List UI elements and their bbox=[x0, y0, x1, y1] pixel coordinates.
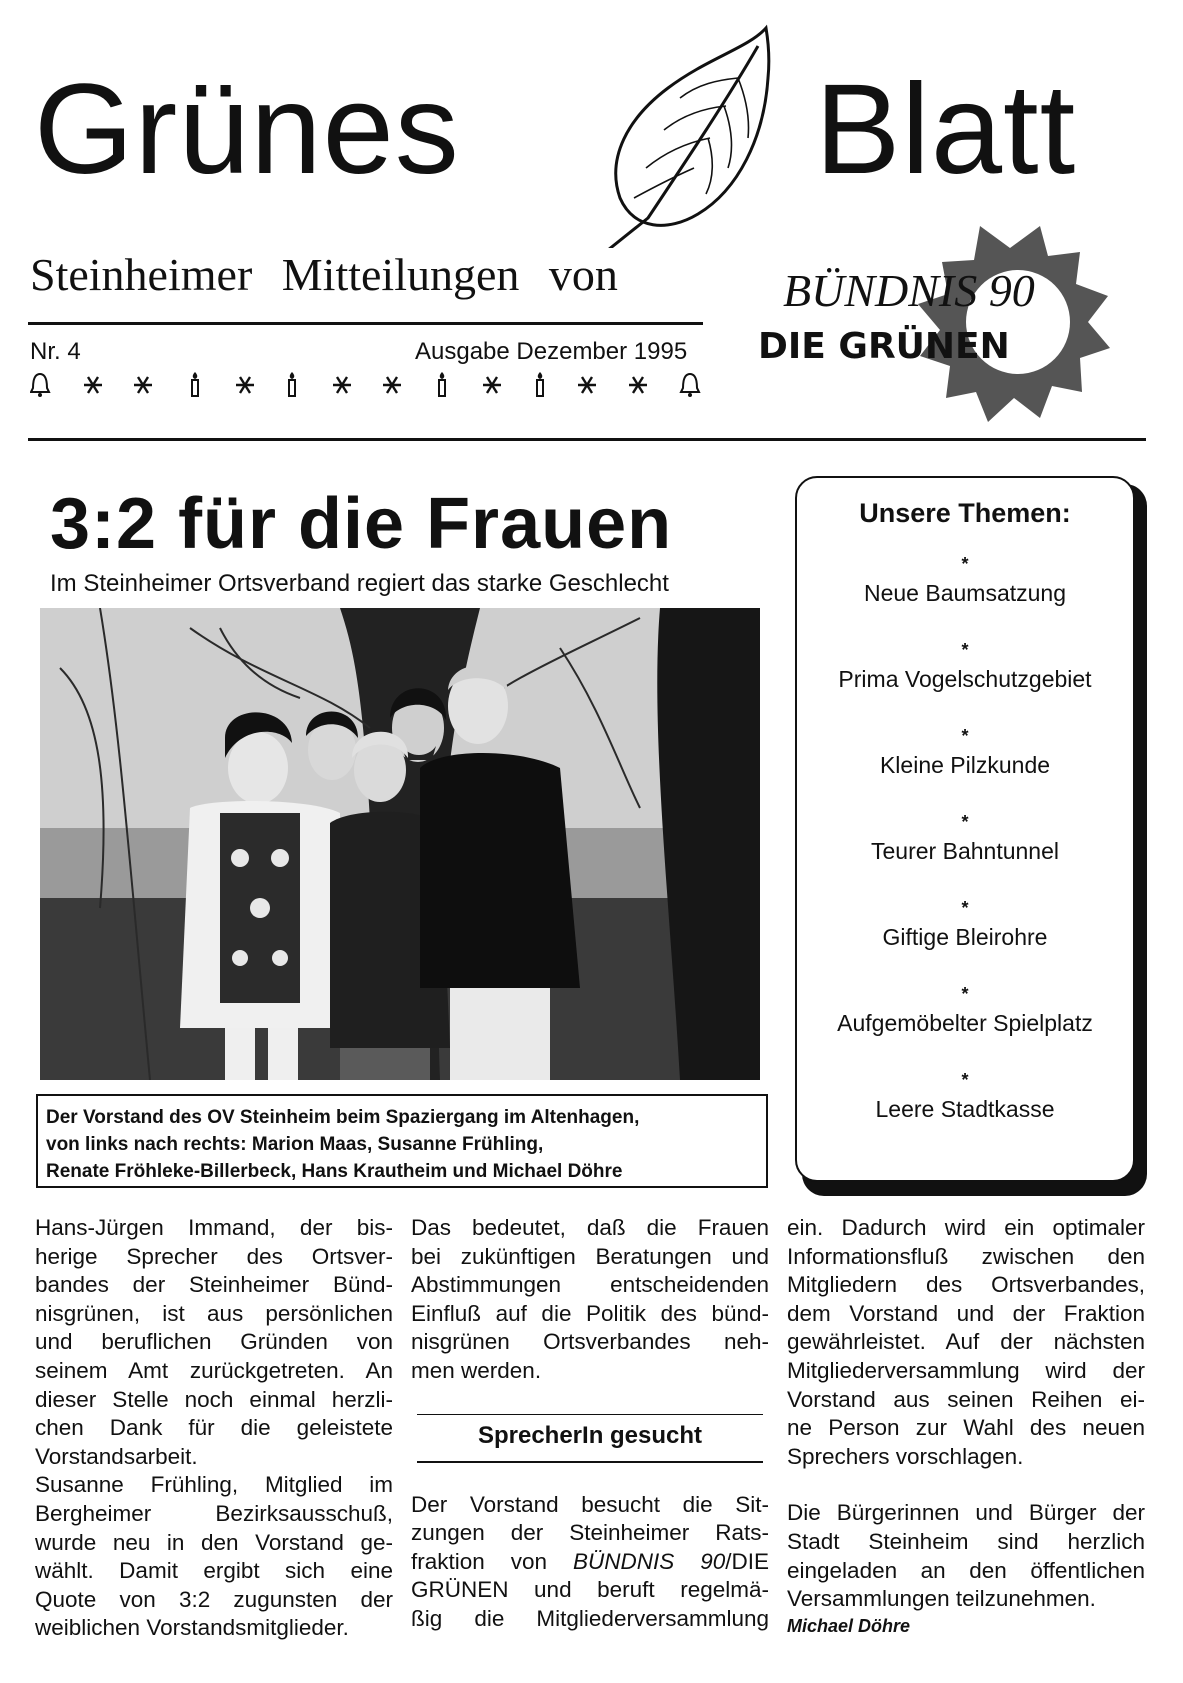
candle-icon bbox=[537, 372, 543, 396]
theme-item bbox=[797, 554, 1133, 640]
text-line: Das bedeutet, daß die Frauen bbox=[411, 1215, 769, 1240]
text-line: ein. Dadurch wird ein optimaler bbox=[787, 1215, 1145, 1240]
text-line: GRÜNEN und beruft regelmä- bbox=[411, 1577, 769, 1603]
text-line: nisgrünen Ortsverbandes neh- bbox=[411, 1329, 769, 1355]
theme-label: Kleine Pilzkunde bbox=[879, 752, 1051, 778]
party-logo bbox=[755, 218, 1135, 428]
text-line: Bergheimer Bezirksausschuß, bbox=[35, 1500, 393, 1526]
text-line: dieser Stelle noch einmal herzli- bbox=[35, 1386, 393, 1412]
caption-line: Renate Fröhleke-Billerbeck, Hans Krautheim und Michael Döhre bbox=[46, 1161, 623, 1182]
theme-item bbox=[797, 984, 1133, 1070]
issue-date: Ausgabe Dezember 1995 bbox=[415, 338, 688, 365]
theme-label: Giftige Bleirohre bbox=[882, 924, 1048, 950]
bullet-star: * bbox=[961, 554, 969, 574]
text-line: Sprechers vorschlagen. bbox=[787, 1443, 1024, 1469]
bullet-star: * bbox=[961, 898, 969, 918]
snowflake-icon bbox=[578, 377, 596, 393]
text-line: seinem Amt zurückgetreten. An bbox=[35, 1357, 393, 1383]
text-line: ne Person zur Wahl des neuen bbox=[787, 1415, 1145, 1441]
theme-item bbox=[797, 812, 1133, 898]
candle-icon bbox=[289, 372, 295, 396]
logo-line1: BÜNDNIS 90 bbox=[783, 265, 1035, 316]
caption-line: Der Vorstand des OV Steinheim beim Spaziergang im Altenhagen, bbox=[46, 1107, 640, 1128]
text-line: chen Dank für die geleistete bbox=[35, 1415, 393, 1441]
theme-label: Teurer Bahntunnel bbox=[871, 838, 1059, 864]
text-line: bei zukünftigen Beratungen und bbox=[411, 1243, 769, 1269]
theme-label: Neue Baumsatzung bbox=[863, 580, 1066, 606]
header-divider bbox=[28, 438, 1146, 441]
theme-label: Aufgemöbelter Spielplatz bbox=[837, 1010, 1093, 1036]
text-line: Hans-Jürgen Immand, der bis- bbox=[35, 1215, 393, 1240]
bullet-star: * bbox=[961, 984, 969, 1004]
text-line: Einfluß auf die Politik des bünd- bbox=[411, 1300, 769, 1326]
author-signature: Michael Döhre bbox=[787, 1615, 911, 1636]
text-line: Vorstandsarbeit. bbox=[35, 1443, 198, 1469]
spacer bbox=[787, 1471, 1145, 1499]
bell-icon bbox=[31, 374, 49, 397]
theme-label: Leere Stadtkasse bbox=[875, 1096, 1055, 1122]
text-line: nisgrünen, ist aus persönlichen bbox=[35, 1300, 393, 1326]
logo-line2: DIE GRÜNEN bbox=[758, 326, 1010, 367]
masthead-rule bbox=[28, 322, 703, 325]
article-column-2 bbox=[411, 1214, 769, 1634]
bullet-star: * bbox=[961, 1070, 969, 1090]
snowflake-icon bbox=[236, 377, 254, 393]
subhead-block bbox=[411, 1414, 769, 1463]
group-photo bbox=[40, 608, 760, 1080]
text-line: herige Sprecher des Ortsver- bbox=[35, 1243, 393, 1269]
bell-icon bbox=[681, 374, 699, 397]
article-column-3 bbox=[787, 1214, 1145, 1638]
candle-icon bbox=[192, 372, 198, 396]
text-fragment: fraktion von bbox=[411, 1548, 573, 1574]
caption-line: von links nach rechts: Marion Maas, Susanne Frühling, bbox=[46, 1134, 544, 1155]
theme-item bbox=[797, 726, 1133, 812]
text-line: Susanne Frühling, Mitglied im bbox=[35, 1472, 393, 1498]
leaf-icon bbox=[598, 18, 776, 248]
theme-item bbox=[797, 898, 1133, 984]
party-name-italic: BÜNDNIS 90 bbox=[572, 1548, 726, 1574]
text-line: Abstimmungen entscheidenden bbox=[411, 1272, 769, 1298]
theme-item bbox=[797, 1070, 1133, 1156]
snowflake-icon bbox=[333, 377, 351, 393]
sunflower-icon bbox=[918, 226, 1110, 422]
text-line: Informationsfluß zwischen den bbox=[787, 1243, 1145, 1269]
text-line: zungen der Steinheimer Rats- bbox=[411, 1520, 769, 1546]
candle-icon bbox=[439, 372, 445, 396]
text-line: Stadt Steinheim sind herzlich bbox=[787, 1528, 1145, 1554]
themes-list bbox=[797, 554, 1133, 1156]
text-line: weiblichen Vorstandsmitglieder. bbox=[35, 1615, 349, 1641]
text-line: wurde neu in den Vorstand ge- bbox=[35, 1529, 393, 1555]
text-line: men werden. bbox=[411, 1357, 542, 1383]
text-line: bandes der Steinheimer Bünd- bbox=[35, 1272, 393, 1298]
snowflake-icon bbox=[629, 377, 647, 393]
masthead-title-left: Grünes bbox=[34, 58, 460, 201]
snowflake-icon bbox=[383, 377, 401, 393]
text-line: Die Bürgerinnen und Bürger der bbox=[787, 1500, 1145, 1526]
text-line: Mitgliedern des Ortsverbandes, bbox=[787, 1272, 1145, 1298]
text-line: gewährleistet. Auf der nächsten bbox=[787, 1329, 1145, 1355]
text-line: ßig die Mitgliederversammlung bbox=[411, 1605, 769, 1631]
subhead: SprecherIn gesucht bbox=[477, 1422, 703, 1450]
article-deck: Im Steinheimer Ortsverband regiert das starke Geschlecht bbox=[50, 570, 669, 597]
masthead-subtitle: Steinheimer Mitteilungen von bbox=[30, 249, 618, 300]
masthead-title-right: Blatt bbox=[815, 58, 1077, 201]
text-line: dem Vorstand und der Fraktion bbox=[787, 1300, 1145, 1326]
snowflake-icon bbox=[483, 377, 501, 393]
text-line: eingeladen an den öffentlichen bbox=[787, 1557, 1145, 1583]
bullet-star: * bbox=[961, 640, 969, 660]
text-line: Quote von 3:2 zugunsten der bbox=[35, 1586, 393, 1612]
issue-number: Nr. 4 bbox=[30, 338, 81, 365]
themes-box bbox=[795, 476, 1135, 1182]
text-line: Mitgliederversammlung wird der bbox=[787, 1357, 1145, 1383]
text-line: Versammlungen teilzunehmen. bbox=[787, 1586, 1096, 1612]
text-line: wählt. Damit ergibt sich eine bbox=[35, 1558, 393, 1584]
article-column-1 bbox=[35, 1214, 393, 1643]
text-line: und beruflichen Gründen von bbox=[35, 1329, 393, 1355]
theme-item bbox=[797, 640, 1133, 726]
text-fragment: /DIE bbox=[725, 1548, 769, 1574]
text-line bbox=[411, 1548, 769, 1577]
spacer bbox=[411, 1463, 769, 1491]
decor-row bbox=[30, 370, 710, 400]
text-line: Der Vorstand besucht die Sit- bbox=[411, 1491, 769, 1517]
bullet-star: * bbox=[961, 812, 969, 832]
article-headline: 3:2 für die Frauen bbox=[50, 484, 673, 564]
snowflake-icon bbox=[134, 377, 152, 393]
themes-title: Unsere Themen: bbox=[859, 498, 1071, 528]
theme-label: Prima Vogelschutzgebiet bbox=[838, 666, 1092, 692]
snowflake-icon bbox=[84, 377, 102, 393]
photo-caption bbox=[36, 1094, 768, 1188]
bullet-star: * bbox=[961, 726, 969, 746]
text-line: Vorstand aus seinen Reihen ei- bbox=[787, 1386, 1145, 1412]
